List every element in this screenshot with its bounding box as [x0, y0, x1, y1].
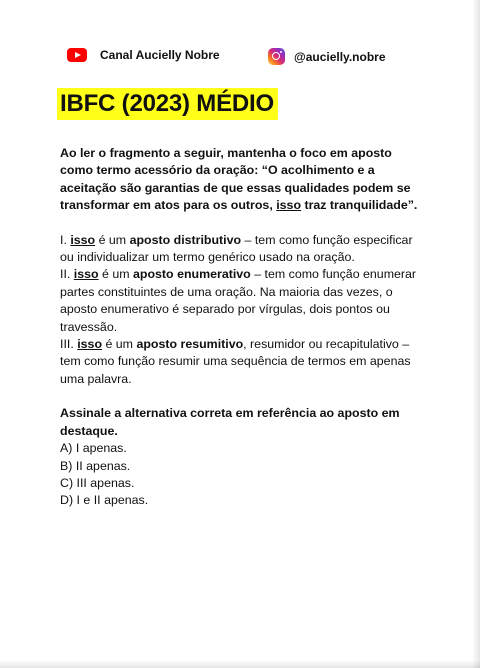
youtube-channel-label: Canal Aucielly Nobre [100, 48, 220, 62]
item-mid: é um [98, 267, 134, 282]
instagram-handle [268, 48, 386, 65]
item-i [60, 232, 422, 267]
item-rest: – tem como função especificar ou individualizar um termo genérico usado na oração. [60, 232, 413, 265]
option-d[interactable]: D) I e II apenas. [60, 493, 149, 508]
youtube-icon [67, 48, 87, 62]
item-rest: – tem como função enumerar partes constituintes de uma oração. Na maioria das vezes, o aposto enumerativo é separado por vírgulas, dois pontos ou travessão. [60, 267, 417, 334]
item-ii [60, 266, 422, 336]
instagram-handle-label: @aucielly.nobre [294, 49, 386, 64]
item-mid: é um [102, 337, 137, 352]
item-isso: isso [73, 267, 99, 282]
question-prompt: Assinale a alternativa correta em referência ao aposto em destaque. [60, 406, 400, 438]
option-b[interactable]: B) II apenas. [60, 458, 131, 473]
statement-highlight-isso: isso [276, 198, 302, 213]
youtube-channel [67, 48, 220, 62]
statement-text-1: Ao ler o fragmento a seguir, mantenha o foco em aposto como termo acessório da oração: “O acolhimento e a aceitação são garantias de que essas qualidades podem se transformar em atos para os outros, [60, 146, 411, 213]
item-term: aposto enumerativo [133, 267, 251, 282]
option-c[interactable]: C) III apenas. [60, 475, 135, 490]
page-shadow-bottom [0, 660, 480, 668]
instagram-icon [268, 48, 285, 65]
item-rest: , resumidor ou recapitulativo – tem como função resumir uma sequência de termos em apenas uma palavra. [60, 337, 411, 386]
page-shadow-right [472, 0, 480, 668]
item-numeral: II. [60, 267, 74, 282]
page-title: IBFC (2023) MÉDIO [57, 88, 278, 120]
statement-text-2: traz tranquilidade”. [301, 198, 418, 213]
question-statement [60, 145, 422, 215]
question-body [60, 145, 422, 510]
item-isso: isso [70, 232, 96, 247]
item-numeral: III. [60, 337, 78, 352]
item-isso: isso [77, 337, 103, 352]
item-iii [60, 336, 422, 388]
item-term: aposto distributivo [129, 232, 242, 247]
option-a[interactable]: A) I apenas. [60, 441, 127, 456]
item-mid: é um [95, 232, 130, 247]
item-numeral: I. [60, 232, 71, 247]
item-term: aposto resumitivo [136, 337, 244, 352]
